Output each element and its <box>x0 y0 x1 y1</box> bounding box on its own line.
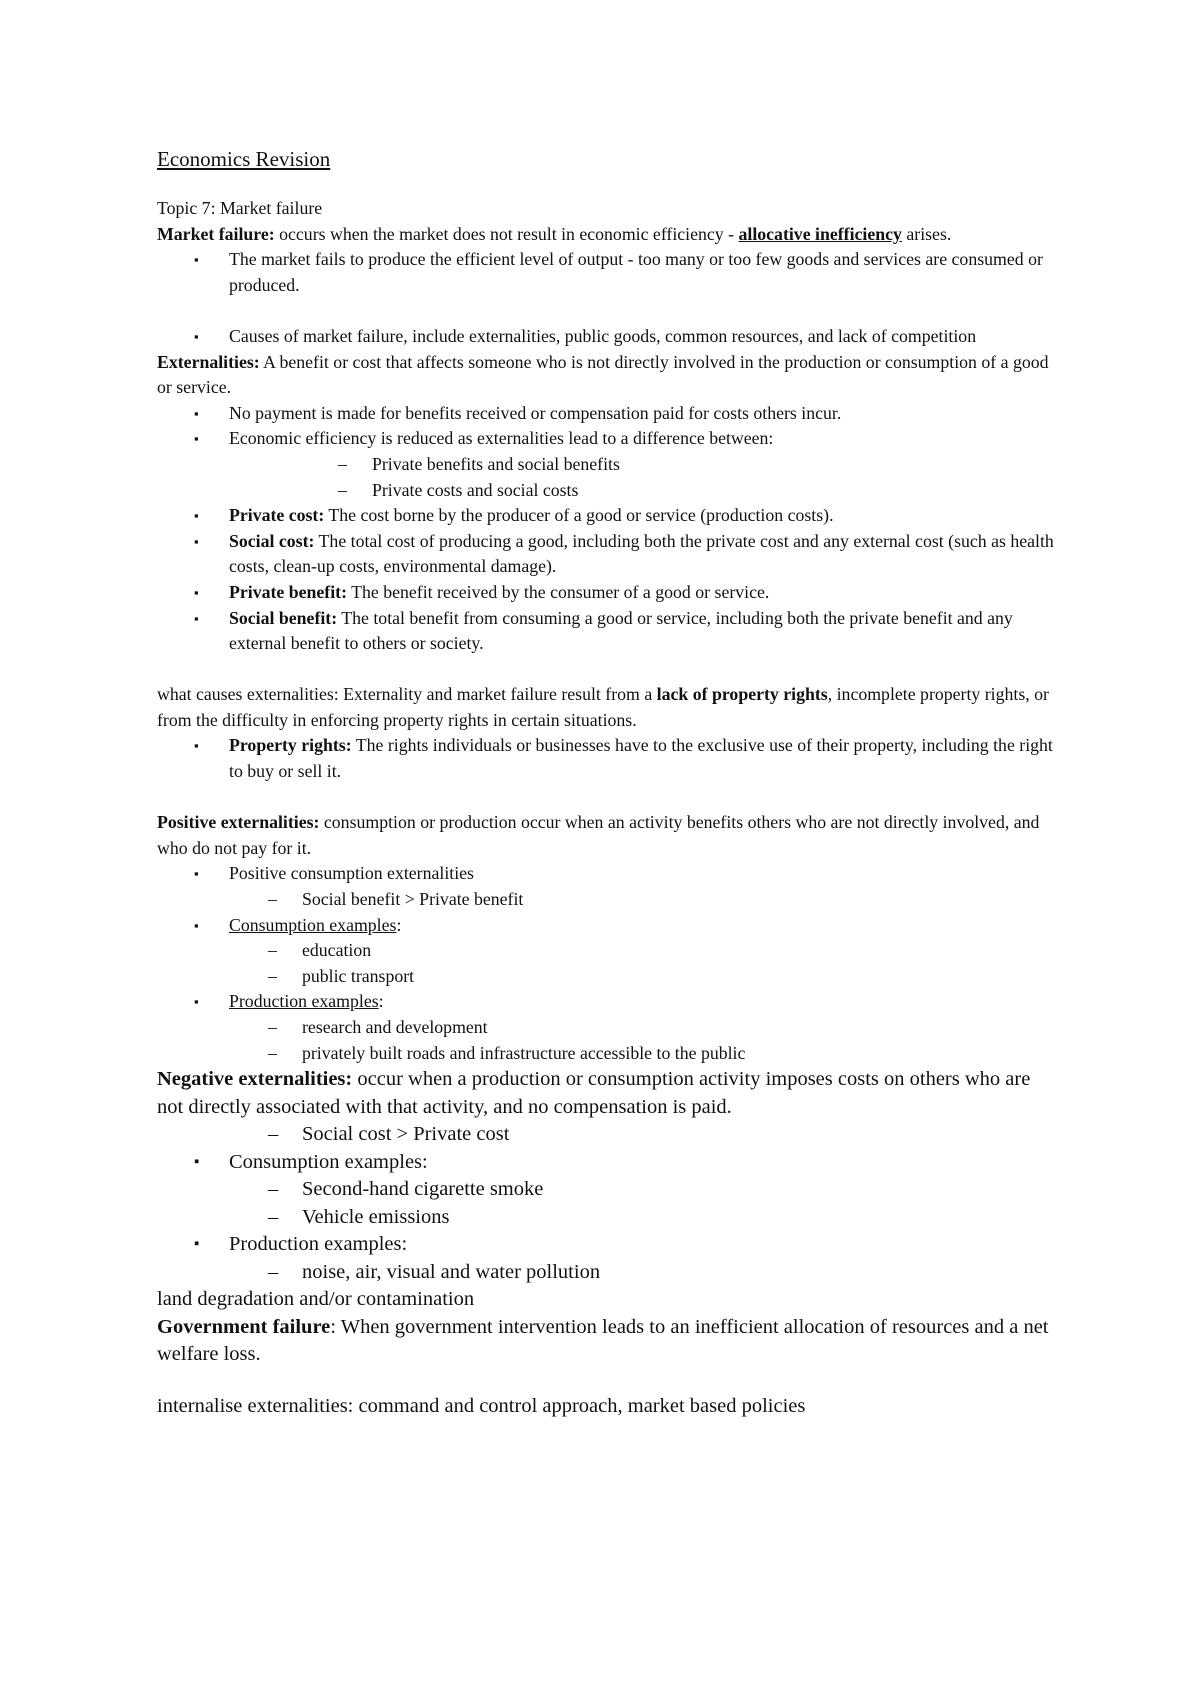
sub-list-item: – research and development <box>157 1015 1057 1041</box>
topic-heading: Topic 7: Market failure <box>157 198 323 218</box>
bullet-marker: ▪ <box>194 917 199 933</box>
list-item: ▪ The market fails to produce the efficient level of output - too many or too few goods and services are consumed or produced. <box>194 249 1043 295</box>
term-externalities: Externalities: <box>157 351 260 372</box>
term-allocative-inefficiency: allocative inefficiency <box>738 223 902 244</box>
bullet-marker: ▪ <box>194 1236 200 1253</box>
negative-externalities-definition: Negative externalities: occur when a production or consumption activity imposes costs on others who are not directly associated with that activity, and no compensation is paid. <box>157 1068 1031 1118</box>
list-item: ▪ Property rights: The rights individuals or businesses have to the exclusive use of their property, including the right to buy or sell it. <box>194 735 1053 782</box>
sub-list-item: – Social cost > Private cost <box>157 1121 1057 1149</box>
positive-externalities-list <box>157 861 1057 1066</box>
dash-marker: – <box>338 479 347 500</box>
sub-list-item: – education <box>157 938 1057 964</box>
property-rights-list <box>157 733 1057 784</box>
bullet-marker: ▪ <box>194 431 199 447</box>
sub-list-item: – privately built roads and infrastructure accessible to the public <box>157 1041 1057 1067</box>
externalities-definition: Externalities: A benefit or cost that affects someone who is not directly involved in the production or consumption of a good or service. <box>157 351 1049 398</box>
term-market-failure: Market failure: <box>157 223 275 244</box>
bullet-marker: ▪ <box>194 584 199 600</box>
dash-marker: – <box>268 1017 277 1037</box>
government-failure-definition: Government failure: When government intervention leads to an inefficient allocation of resources and a net welfare loss. <box>157 1315 1049 1366</box>
bullet-marker: ▪ <box>194 328 199 344</box>
dash-marker: – <box>268 1205 279 1228</box>
dash-marker: – <box>268 940 277 961</box>
bullet-marker: ▪ <box>194 738 199 754</box>
bullet-marker: ▪ <box>194 866 199 882</box>
dash-marker: – <box>268 889 277 910</box>
sub-list-item: – public transport <box>157 964 1057 990</box>
list-item: ▪ Positive consumption externalities <box>157 861 1057 887</box>
spacer <box>157 1369 1057 1393</box>
sub-list-item: – noise, air, visual and water pollution <box>157 1259 1057 1287</box>
list-item: ▪ Consumption examples: <box>157 1149 1057 1177</box>
sub-list-item: – Vehicle emissions <box>157 1204 1057 1232</box>
externalities-list <box>157 401 1057 657</box>
negative-tail-line: land degradation and/or contamination <box>157 1288 475 1311</box>
spacer <box>157 785 1057 811</box>
dash-marker: – <box>268 1042 277 1063</box>
causes-paragraph: what causes externalities: Externality and market failure result from a lack of property rights, incomplete property rights, or from the difficulty in enforcing property rights in certain situations. <box>157 684 1049 730</box>
list-item: ▪ Social cost: The total cost of producing a good, including both the private cost and any external cost (such as health costs, clean-up costs, environmental damage). <box>194 530 1054 577</box>
list-item: ▪ Causes of market failure, include externalities, public goods, common resources, and lack of competition <box>157 324 1057 350</box>
bullet-marker: ▪ <box>194 252 199 268</box>
sub-list-item: – Second-hand cigarette smoke <box>157 1176 1057 1204</box>
list-item: ▪ No payment is made for benefits received or compensation paid for costs others incur. <box>157 401 1057 427</box>
market-failure-list <box>157 247 1057 298</box>
dash-marker: – <box>268 1123 279 1146</box>
document-content <box>157 146 1057 1420</box>
list-item: ▪ Social benefit: The total benefit from consuming a good or service, including both the private benefit and any external benefit to others or society. <box>194 607 1013 654</box>
dash-marker: – <box>268 965 277 986</box>
list-item: ▪ Economic efficiency is reduced as externalities lead to a difference between: <box>157 426 1057 452</box>
list-item: ▪ Production examples: <box>157 1231 1057 1259</box>
list-item: ▪ Private cost: The cost borne by the producer of a good or service (production costs). <box>157 503 1057 529</box>
sub-list-item: – Social benefit > Private benefit <box>157 887 1057 913</box>
bullet-marker: ▪ <box>194 508 199 524</box>
bullet-marker: ▪ <box>194 610 199 626</box>
list-item: ▪ Private benefit: The benefit received by the consumer of a good or service. <box>157 580 1057 606</box>
dash-marker: – <box>268 1178 279 1201</box>
internalise-line: internalise externalities: command and control approach, market based policies <box>157 1394 806 1417</box>
bullet-marker: ▪ <box>194 533 199 549</box>
dash-marker: – <box>338 453 347 474</box>
bullet-marker: ▪ <box>194 1153 200 1170</box>
list-item: ▪ Consumption examples: <box>157 913 1057 939</box>
market-failure-list-2 <box>157 324 1057 350</box>
bullet-marker: ▪ <box>194 405 199 421</box>
market-failure-definition: Market failure: occurs when the market does not result in economic efficiency - allocative inefficiency arises. <box>157 223 952 244</box>
spacer <box>157 298 1057 324</box>
spacer <box>157 657 1057 683</box>
sub-list-item: – Private benefits and social benefits <box>157 452 1057 478</box>
sub-list-item: – Private costs and social costs <box>157 478 1057 504</box>
page-title: Economics Revision <box>157 147 331 171</box>
list-item: ▪ Production examples: <box>157 989 1057 1015</box>
negative-externalities-list <box>157 1121 1057 1286</box>
bullet-marker: ▪ <box>194 994 199 1010</box>
positive-externalities-definition: Positive externalities: consumption or production occur when an activity benefits others who are not directly involved, and who do not pay for it. <box>157 812 1040 858</box>
dash-marker: – <box>268 1260 279 1283</box>
